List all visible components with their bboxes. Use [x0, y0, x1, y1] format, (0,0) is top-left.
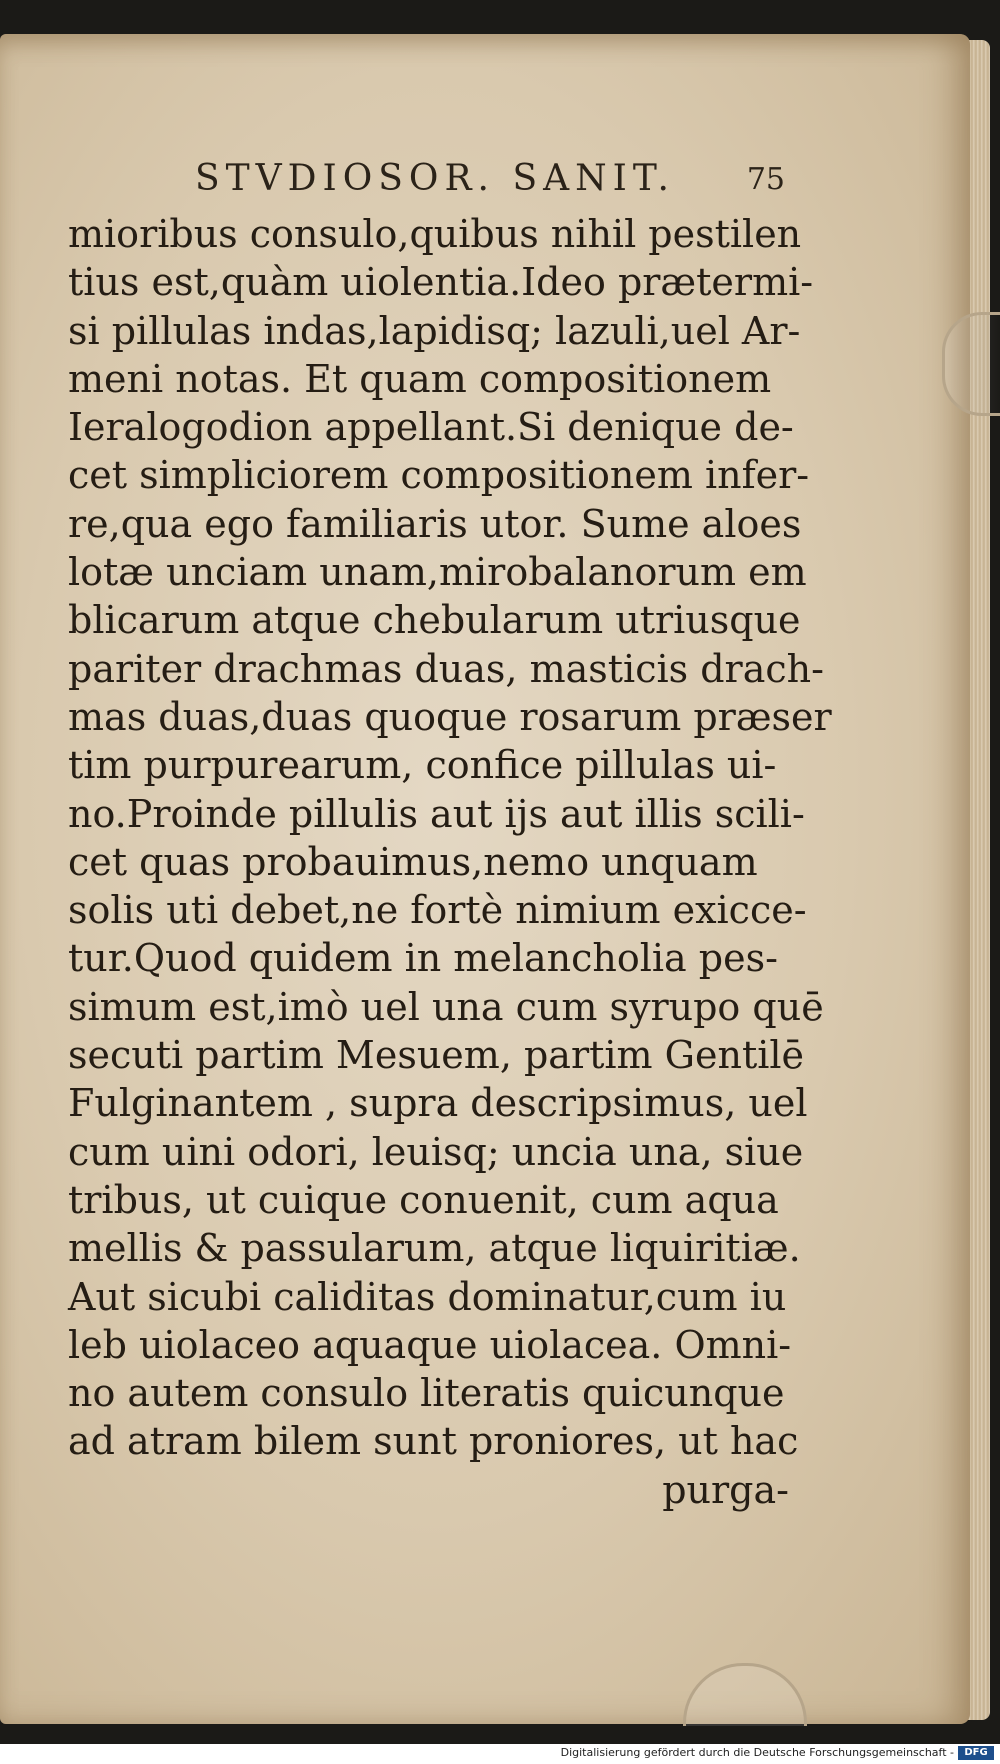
- text-line: blicarum atque chebularum utriusque: [68, 598, 801, 643]
- text-line: mas duas,duas quoque rosarum præser: [68, 694, 832, 739]
- text-line: ad atram bilem sunt proniores, ut hac: [68, 1419, 799, 1464]
- clasp-right: [942, 312, 1000, 416]
- dfg-logo[interactable]: DFG: [958, 1746, 994, 1760]
- catchword: purga-: [662, 1467, 789, 1512]
- text-line: no.Proinde pillulis aut ijs aut illis scili-: [68, 791, 805, 836]
- text-line: no autem consulo literatis quicunque: [68, 1371, 785, 1416]
- text-line: mioribus consulo,quibus nihil pestilen: [68, 212, 802, 256]
- text-line: Ieralogodion appellant.Si denique de-: [68, 405, 794, 450]
- text-line: tius est,quàm uiolentia.Ideo prætermi-: [68, 260, 814, 305]
- text-line: tur.Quod quidem in melancholia pes-: [68, 936, 778, 981]
- text-line: simum est,imò uel una cum syrupo quē: [68, 984, 824, 1029]
- running-head: STVDIOSOR. SANIT.: [195, 158, 675, 199]
- text-line: solis uti debet,ne fortè nimium exicce-: [68, 888, 807, 933]
- text-line: lotæ unciam unam,mirobalanorum em: [68, 550, 807, 595]
- text-line: meni notas. Et quam compositionem: [68, 356, 772, 401]
- body-text: [68, 210, 832, 1514]
- page-header: [195, 158, 795, 208]
- text-line: cum uini odori, leuisq; uncia una, siue: [68, 1129, 804, 1174]
- text-line: mellis & passularum, atque liquiritiæ.: [68, 1226, 801, 1271]
- text-line: si pillulas indas,lapidisq; lazuli,uel Ar-: [68, 308, 801, 353]
- text-line: cet quas probauimus,nemo unquam: [68, 839, 758, 884]
- text-line: Fulginantem , supra descripsimus, uel: [68, 1081, 808, 1126]
- text-line: tribus, ut cuique conuenit, cum aqua: [68, 1177, 779, 1222]
- text-line: re,qua ego familiaris utor. Sume aloes: [68, 501, 802, 546]
- text-line: pariter drachmas duas, masticis drach-: [68, 646, 824, 691]
- text-line: cet simpliciorem compositionem infer-: [68, 453, 810, 498]
- digitization-credit: Digitalisierung gefördert durch die Deutsche Forschungsgemeinschaft -: [560, 1746, 954, 1759]
- text-line: tim purpurearum, confice pillulas ui-: [68, 743, 777, 788]
- folio-number: 75: [746, 162, 785, 197]
- text-line: secuti partim Mesuem, partim Gentilē: [68, 1033, 805, 1078]
- text-line: leb uiolaceo aquaque uiolacea. Omni-: [68, 1322, 792, 1367]
- text-line: Aut sicubi caliditas dominatur,cum iu: [68, 1274, 787, 1319]
